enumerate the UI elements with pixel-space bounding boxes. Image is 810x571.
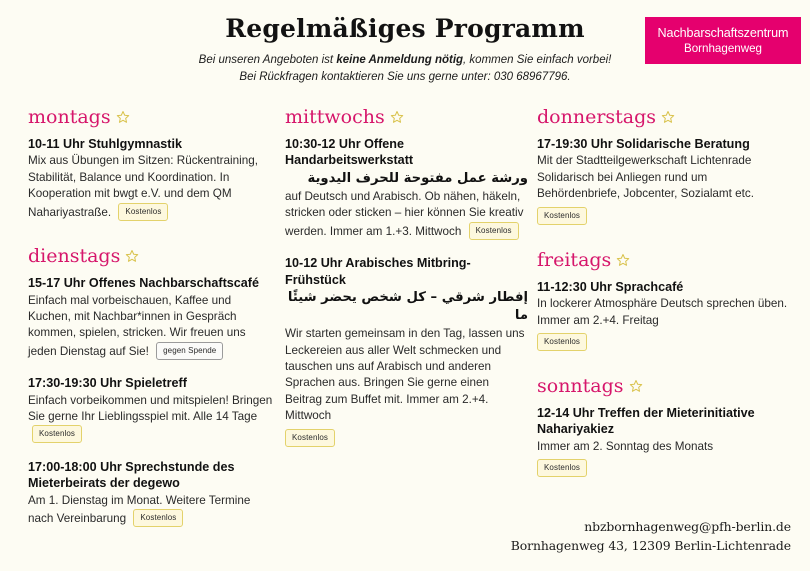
day-name: montags: [28, 106, 111, 128]
day-name: dienstags: [28, 245, 121, 268]
section-spacer: [28, 543, 276, 554]
event-title: 12-14 Uhr Treffen der Mieterinitiative Nahariyakiez: [537, 405, 755, 437]
event-item: [28, 136, 276, 221]
poster-header: [0, 0, 810, 104]
event-title: 15-17 Uhr Offenes Nachbarschaftscafé: [28, 276, 259, 290]
event-price-badge: Kostenlos: [118, 203, 168, 221]
event-price-badge: gegen Spende: [156, 342, 223, 360]
event-title-arabic: ورشة عمل مفتوحة للحرف اليدوية: [307, 170, 528, 186]
event-price-badge: Kostenlos: [537, 459, 587, 477]
contact-address: Bornhagenweg 43, 12309 Berlin-Lichtenrade: [510, 538, 791, 553]
star-icon: [661, 109, 675, 129]
page-title: Regelmäßiges Programm: [225, 14, 585, 43]
event-description: Immer am 2. Sonntag des Monats: [537, 439, 714, 453]
organisation-logo: [645, 17, 801, 64]
event-price-badge: Kostenlos: [537, 333, 587, 351]
contact-footer: [511, 517, 791, 555]
star-icon: [390, 109, 404, 129]
subtitle-strong: keine Anmeldung nötig: [336, 54, 464, 66]
program-column-3: [537, 108, 792, 503]
event-title: 11-12:30 Uhr Sprachcafé: [537, 279, 684, 294]
day-heading-mittwochs: [285, 108, 528, 129]
contact-email[interactable]: nbzbornhagenweg@pfh-berlin.de: [584, 519, 791, 534]
event-title-arabic: إفطار شرقي – كل شخص يحضر شيئًا ما: [287, 290, 528, 324]
logo-secondary-text: Bornhagenweg: [684, 41, 762, 55]
event-description: Einfach mal vorbeischauen, Kaffee und Kuchen, mit Nachbar*innen in Gespräch kommen, spielen, stricken. Wir freuen uns jeden Dienstag auf Sie! gegen Spende: [28, 293, 246, 358]
event-description: Am 1. Dienstag im Monat. Weitere Termine nach Vereinbarung Kostenlos: [28, 493, 251, 526]
badge-row: [537, 455, 792, 477]
subtitle-post: , kommen Sie einfach vorbei!: [463, 54, 612, 66]
event-description: Wir starten gemeinsam in den Tag, lassen uns Leckereien aus aller Welt schmecken und tauschen uns auf Arabisch und anderen Sprachen aus. Bringen Sie gerne einen Beitrag zum Buffet mit. Immer am 2.+4. Mittwoch: [285, 327, 525, 423]
day-name: sonntags: [537, 374, 624, 397]
day-name: donnerstags: [537, 106, 657, 128]
day-name: mittwochs: [285, 106, 385, 128]
program-columns: [0, 106, 810, 526]
subtitle-line-2: Bei Rückfragen kontaktieren Sie uns gerne unter: 030 68967796.: [239, 71, 571, 83]
badge-row: [537, 329, 792, 351]
event-price-badge: Kostenlos: [133, 509, 183, 527]
day-heading-montags: [28, 108, 276, 129]
event-price-badge: Kostenlos: [285, 429, 335, 447]
star-icon: [125, 248, 139, 268]
section-spacer: [537, 492, 792, 503]
event-price-badge: Kostenlos: [537, 207, 587, 225]
program-column-1: [28, 108, 276, 554]
day-heading-sonntags: [537, 374, 792, 398]
event-title: 17:00-18:00 Uhr Sprechstunde des Mieterbeirats der degewo: [28, 459, 235, 491]
section-spacer: [285, 462, 528, 473]
event-item: [285, 255, 528, 446]
event-title: 10-12 Uhr Arabisches Mitbring-Frühstück: [285, 256, 471, 287]
event-price-badge: Kostenlos: [32, 425, 82, 443]
event-description: Mix aus Übungen im Sitzen: Rückentraining, Stabilität, Balance und Koordination. In Kooperation mit bwgt e.V. und dem QM Nahariyastraße. Kostenlos: [28, 154, 258, 219]
event-title: 17-19:30 Uhr Solidarische Beratung: [537, 136, 750, 151]
event-item: [537, 279, 792, 351]
day-heading-dienstags: [28, 247, 276, 268]
event-item: [285, 136, 528, 240]
event-item: [28, 459, 276, 528]
day-heading-donnerstags: [537, 108, 792, 129]
day-name: freitags: [537, 248, 612, 271]
event-item: [28, 375, 276, 444]
star-icon: [116, 109, 130, 129]
event-title: 17:30-19:30 Uhr Spieletreff: [28, 376, 187, 391]
event-description: Einfach vorbeikommen und mitspielen! Bringen Sie gerne Ihr Lieblingsspiel mit. Alle 14 Tage Kostenlos: [28, 393, 276, 444]
event-item: [537, 136, 792, 225]
logo-primary-text: Nachbarschaftszentrum: [657, 26, 789, 41]
event-description: auf Deutsch und Arabisch. Ob nähen, häkeln, stricken oder sticken – hier können Sie kreativ werden. Immer am 1.+3. Mittwoch Kostenlos: [285, 189, 524, 238]
badge-row: [285, 425, 528, 447]
star-icon: [629, 378, 643, 398]
badge-row: [537, 203, 792, 225]
event-price-badge: Kostenlos: [469, 222, 519, 240]
program-column-2: [285, 108, 528, 473]
event-item: [537, 405, 792, 477]
star-icon: [616, 252, 630, 272]
event-item: [28, 275, 276, 360]
event-description: In lockerer Atmosphäre Deutsch sprechen üben. Immer am 2.+4. Freitag: [537, 297, 788, 327]
event-title: 10:30-12 Uhr Offene Handarbeitswerkstatt: [285, 136, 414, 168]
subtitle-pre: Bei unseren Angeboten ist: [198, 54, 337, 66]
day-heading-freitags: [537, 248, 792, 272]
event-description: Mit der Stadtteilgewerkschaft Lichtenrade Solidarisch bei Anliegen rund um Behördenbriefe, Jobcenter, Sozialamt etc.: [537, 154, 754, 201]
event-title: 10-11 Uhr Stuhlgymnastik: [28, 136, 182, 151]
